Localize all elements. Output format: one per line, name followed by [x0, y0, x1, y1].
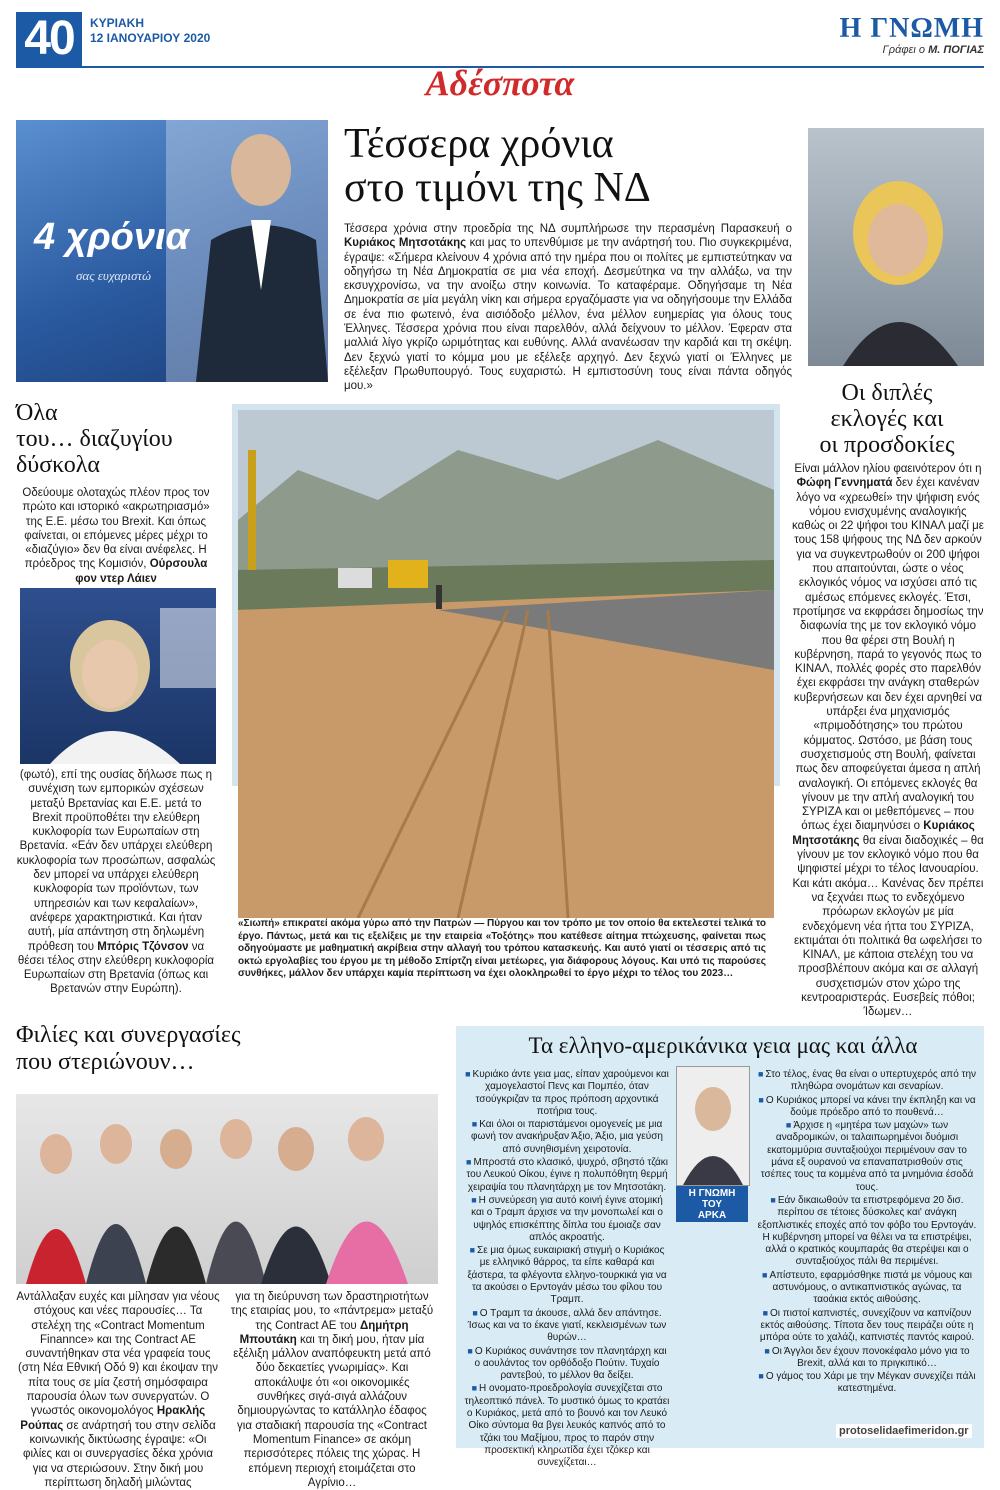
brexit-headline-line3: δύσκολα	[16, 452, 100, 478]
person-silhouette-icon	[808, 128, 984, 366]
brexit-headline	[16, 400, 216, 478]
main-body-p1: Τέσσερα χρόνια στην προεδρία της ΝΔ συμπλήρωσε την περασμένη Παρασκευή ο	[344, 223, 792, 235]
usa-item: ■ Και όλοι οι παριστάμενοι ομογενείς με μια φωνή τον ανακήρυξαν Άξιο, Άξιο, μια γεύση από συνηθισμένη χειροτονία.	[464, 1118, 670, 1156]
fofi-body-name: Φώφη Γεννηματά	[796, 477, 893, 490]
brexit-body-p1: Οδεύουμε ολοταχώς πλέον προς τον πρώτο και ιστορικό «ακρωτηριασμό» της Ε.Ε. μέσω του Brexit. Και όπως φαίνεται, οι επόμενες μέρες μέχρι το «διαζύγιο» δεν θα είναι ανέφελες. Η πρόεδρος της Κομισιόν,	[22, 487, 210, 571]
usa-headline: Τα ελληνο-αμερικάνικα γεια μας και άλλα	[528, 1033, 918, 1058]
roadwork-caption: «Σιωπή» επικρατεί ακόμα γύρω από την Πατρών — Πύργου και τον τρόπο με τον οποίο θα εκτελεστεί τελικά το έργο. Πάντως, μετά και τις εξελίξεις με την εταιρεία «Τοξότης» που κατέθεσε αίτημα πτώχευσης, φαίνεται πως οδηγούμαστε με μαθηματική ακρίβεια στην αλλαγή του τρόπου κατασκευής. Και αυτό γιατί οι τέσσερις από τις οκτώ εργολαβίες του έργου με τη μέθοδο Σπίρτζη είναι μετέωρες, για διάφορους λόγους. Και υπό τις παρούσες συνθήκες, μάλλον δεν υπάρχει καμία περίπτωση να έχει ολοκληρωθεί το έργο μέχρι το τέλος του 2023…	[238, 918, 766, 980]
arkas-badge-line2: ΤΟΥ	[701, 1199, 723, 1210]
fofi-headline-line1: Οι διπλές	[841, 380, 933, 406]
photo-caption-small: σας ευχαριστώ	[76, 268, 152, 283]
brexit-body-bottom	[16, 768, 216, 997]
watermark: protoselidaefimeridon.gr	[836, 1424, 972, 1438]
main-headline-line1: Τέσσερα χρόνια	[344, 121, 614, 167]
fofi-headline	[790, 380, 984, 458]
usa-item: ■ Απίστευτο, εφαρμόσθηκε πιστά με νόμους και αστυνόμους, ο αντικαπνιστικός αγώνας, τα ταοάκια εκτός αιθούσης.	[756, 1269, 978, 1307]
brexit-headline-line1: Όλα	[16, 400, 58, 426]
byline-name: Μ. ΠΟΓΙΑΣ	[928, 44, 984, 56]
brexit-body-top	[16, 486, 216, 586]
photo-caption-big: 4 χρόνια	[34, 216, 190, 258]
group-people-icon	[16, 1094, 438, 1284]
usa-item: ■ Η συνεύρεση για αυτό κοινή έγινε ατομική και ο Τραμπ άρχισε να την μονοπωλεί και ο υψηλός επισκέπτης δίπλα του έμοιαζε σαν απλός ακροατής.	[464, 1194, 670, 1244]
page-number: 40	[16, 12, 82, 66]
friends-col1	[16, 1290, 220, 1490]
main-body-p2: και μας το υπενθύμισε με την ανάρτησή του. Πιο συγκεκριμένα, έγραψε: «Σήμερα κλείνουν 4 χρόνια από την ημέρα που οι πολίτες με εμπιστεύτηκαν να οδηγήσω τη Νέα Δημοκρατία σε μια νέα εποχή. Δεσμεύτηκα να την αλλάξω, να την εκσυγχρονίσω, να την ανοίξω στην κοινωνία. Το καταφέραμε. Οδηγήσαμε τη Νέα Δημοκρατία σε μία μεγάλη νίκη και σήμερα εργαζόμαστε για να οδηγήσουμε την Ελλάδα σε ένα πιο φωτεινό, ένα αισιόδοξο μέλλον, ένα μέλλον ευημερίας για όλους τους Έλληνες. Τέσσερα χρόνια που είναι παρελθόν, αλλά δείχνουν το μέλλον. Έφεραν στα μαλλιά λίγο γκρίζο ωριμότητας και ευθύνης. Αλλά ανανέωσαν την καρδιά και τη σκέψη. Δεν ξεχνώ γιατί το κόμμα μου με εξέλεξε αρχηγό. Δεν ξεχνώ γιατί οι Έλληνες με εξέλεξαν Πρωθυπουργό. Τους ευχαριστώ. Η εμπιστοσύνη τους είναι πάντα οδηγός μου.»	[344, 237, 792, 393]
usa-item: ■ Ο Τραμπ τα άκουσε, αλλά δεν απάντησε. Ίσως και να το έκανε γιατί, κεκλεισμένων των θυρών…	[464, 1307, 670, 1345]
usa-item: ■ Η ονοματο-προεδρολογία συνεχίζεται στο τηλεοπτικό πάνελ. Το μυστικό όμως το κρατάει ο Κυριάκος, μετά από το βουνό και τον Λευκό Οίκο σύντομα θα βγει λευκός καπνός από το τζάκι του Μαξίμου, προς το παρόν στην προσεκτική κληρωτίδα έχει τζόκερ και συνεχίζεται…	[464, 1382, 670, 1469]
person-silhouette-icon	[677, 1067, 749, 1185]
gennimata-photo	[808, 128, 984, 366]
dateline	[90, 16, 210, 46]
brexit-body-p2: (φωτό), επί της ουσίας δήλωσε πως η συνέχιση των εμπορικών σχέσεων μεταξύ Βρετανίας και Ε.Ε. μετά το Brexit προϋποθέτει την ελεύθερη κυκλοφορία των Ευρωπαίων στη Βρετανία. «Εάν δεν υπάρχει ελεύθερη κυκλοφορία των προσώπων, ασφαλώς δεν μπορεί να υπάρχει ελεύθερη κυκλοφορία των προϊόντων, των υπηρεσιών και των κεφαλαίων», ανέφερε χαρακτηριστικά. Και ήταν αυτή, μία απάντηση στη δηλωμένη πρόθεση του	[16, 769, 216, 953]
fofi-headline-line3: οι προσδοκίες	[819, 432, 955, 458]
main-article-body	[344, 222, 792, 394]
fofi-body-p3: θα είναι διαδοχικές – θα γίνουν με τον εκλογικό νόμο που θα ψηφιστεί μέχρι το τέλος Ιανουαρίου. Και κάτι ακόμα… Κανένας δεν πρέπει να ξεχνάει πως το ενδεχόμενο πρόωρων εκλογών με μία ενδεχόμενη νέα ήττα του ΣΥΡΙΖΑ, εκτιμάται ότι πολιτικά θα ωφελήσει το ΚΙΝΑΛ, με κάποια στελέχη του να προσβλέπουν ακόμα και σε αλλαγή συσχετισμών στον χώρο της κεντροαριστεράς. Ευσεβείς πόθοι; Ίδωμεν…	[792, 834, 984, 1019]
friends-col1-text: Αντάλλαξαν ευχές και μίλησαν για νέους στόχους και νέες παρουσίες… Τα στελέχη της «Contract Momentum Finannce» και της Contract AE συναντήθηκαν στα νέα γραφεία τους (στη Νέα Εθνική Οδό 9) και έκοψαν την πίτα τους σε μία ζεστή σημόσφαιρα παρουσία όλων των συνεργατών. Ο γνωστός οικονομολόγος	[16, 1291, 220, 1418]
day-label: ΚΥΡΙΑΚΗ	[90, 16, 145, 30]
usa-left-col	[464, 1068, 670, 1470]
friends-col2-text2: και τη δική μου, ήταν μία εξέλιξη μάλλον αναπόφευκτη μετά από δύο δεκαετίες γνωριμίας». Και αποκάλυψε ότι «οι οικονομικές συνθήκες σιγά-σιγά αλλάζουν δημιουργώντας το κατάλληλο έδαφος για σταδιακή παρουσία της «Contract Momentum Finance» σε ακόμη περισσότερες πόλεις της χώρας. Η επόμενη περιοχή ετοιμάζεται στο Αγρίνιο…	[233, 1333, 431, 1489]
main-body-name: Κυριάκος Μητσοτάκης	[344, 237, 467, 250]
von-der-leyen-photo	[20, 588, 216, 764]
brexit-body-name2: Μπόρις Τζόνσον	[97, 940, 189, 953]
usa-item: ■ Ο Κυριάκος συνάντησε τον πλανητάρχη και ο αουλάντος τον ορθόδοξο Πούτιν. Τυχαίο ραντεβού, το μέλλον θα δείξει.	[464, 1345, 670, 1383]
brexit-body-name: Ούρσουλα φον ντερ Λάιεν	[75, 558, 208, 585]
friends-headline-line1: Φιλίες και συνεργασίες	[16, 1022, 241, 1048]
usa-item: ■ Σε μια όμως ευκαιριακή στιγμή ο Κυριάκος με ελληνικό θάρρος, τα είπε καθαρά και ξάστερα, τα φλέγοντα ελληνο-τουρκικά για να τα ακούσει ο Ερντογάν μέσω του φίλου του Τραμπ.	[464, 1244, 670, 1306]
usa-item: ■ Κυριάκο άντε γεια μας, είπαν χαρούμενοι και χαμογελαστοί Πενς και Πομπέο, όταν τσούγκριζαν τα προς πρόποση αρχοντικά ποτήρια τους.	[464, 1068, 670, 1118]
usa-item: ■ Οι πιστοί καπνιστές, συνεχίζουν να καπνίζουν εκτός αιθούσης. Τίποτα δεν τους πειράζει ούτε η μπόρα ούτε το χαλάζι, καπνιστές παντός καιρού.	[756, 1307, 978, 1345]
main-headline	[344, 122, 784, 210]
roadwork-photo-frame	[232, 404, 780, 786]
usa-item: ■ Στο τέλος, ένας θα είναι ο υπερτυχερός από την πληθώρα ονομάτων και σεναρίων.	[756, 1068, 978, 1094]
person-silhouette-icon	[20, 588, 216, 764]
fofi-body-p1: Είναι μάλλον ηλίου φαεινότερον ότι η	[794, 463, 982, 475]
main-headline-line2: στο τιμόνι της ΝΔ	[344, 165, 651, 211]
usa-item: ■ Άρχισε η «μητέρα των μαχών» των αναδρομικών, οι ταλαιπωρημένοι δυόμισι εκατομμύρια συνταξιούχοι περιμένουν σαν το μάνα εξ ουρανού να επαναπατρισθούν στις τσέπες τους τα κομμένα από τα μνημόνια έσοδά τους.	[756, 1119, 978, 1194]
arkas-badge	[676, 1186, 748, 1222]
friends-col1-text2: σε ανάρτησή του στην σελίδα κοινωνικής δικτύωσης έγραψε: «Οι φιλίες και οι συνεργασίες δέκα χρόνια για να στεριώσουν. Στην δική μου περίπτωση δηλαδή μιλώντας	[23, 1419, 216, 1489]
arkas-badge-line1: Η ΓΝΩΜΗ	[688, 1188, 736, 1199]
brexit-headline-line2: του… διαζυγίου	[16, 426, 173, 452]
roadwork-photo	[238, 410, 774, 918]
logo-text: Η ΓΝΩΜΗ	[839, 13, 984, 44]
date-label: 12 ΙΑΝΟΥΑΡΙΟΥ 2020	[90, 31, 211, 45]
friends-headline-line2: που στεριώνουν…	[16, 1049, 195, 1075]
arkas-photo	[676, 1066, 750, 1186]
mitsotakis-photo	[16, 120, 328, 382]
byline-prefix: Γράφει ο	[882, 44, 925, 56]
friends-headline	[16, 1022, 436, 1076]
friends-col2-name: Δημήτρη Μπουτάκη	[239, 1319, 409, 1346]
fofi-article-body	[792, 462, 984, 1020]
fofi-body-p2: δεν έχει κανέναν λόγο να «χρεωθεί» την ψήφιση ενός νόμου ενισχυμένης αναλογικής καθώς οι 22 ψήφοι του ΚΙΝΑΛ μαζί με τους 158 ψήφους της ΝΔ δεν αρκούν για να συγκεντρωθούν οι 200 ψήφοι που απαιτούνται, ώστε ο νέος εκλογικός νόμος να ισχύσει από τις αμέσως επόμενες εκλογές. Έτσι, προτίμησε να εκφράσει δημοσίως την διαφωνία της με τον εκλογικό νόμο που θα φέρει στη Βουλή η κυβέρνηση, παρά το γεγονός πως το ΚΙΝΑΛ, πολλές φορές στο παρελθόν έχει εκφράσει την ανάγκη σταθερών κυβερνήσεων και δεν έχει αρνηθεί να υπάρξει ένα μηχανισμός «πριμοδότησης» του πρώτου κόμματος. Ωστόσο, με βάση τους συσχετισμούς στη Βουλή, φαίνεται πως δεν αποφεύγεται άμεσα η απλή αναλογική. Οι επόμενες εκλογές θα γίνουν με την απλή αναλογική του ΣΥΡΙΖΑ και οι μεθεπόμενες – που όπως έχει διαμηνύσει ο	[792, 477, 984, 833]
usa-item: ■ Μπροστά στο κλασικό, ψυχρό, σβηστό τζάκι του Λευκού Οίκου, έγινε η πολυπόθητη θερμή χειραψία του πλανητάρχη με τον Μητσοτάκη.	[464, 1156, 670, 1194]
fofi-headline-line2: εκλογές και	[830, 406, 944, 432]
friends-col2	[230, 1290, 434, 1490]
group-photo	[16, 1094, 438, 1284]
arkas-badge-line3: ΑΡΚΑ	[697, 1210, 727, 1221]
friends-col1-name: Ηρακλής Ρούπας	[20, 1405, 206, 1432]
usa-item: ■ Ο Κυριάκος μπορεί να κάνει την έκπληξη και να δούμε πρόεδρο από το πουθενά…	[756, 1094, 978, 1120]
usa-item: ■ Εάν δικαιωθούν τα επιστρεφόμενα 20 δισ. περίπου σε τέτοιες δύσκολες και' ανάγκη εξοπλιστικές εποχές από τον φόβο του Ερντογάν. Η κυβέρνηση μπορεί να θέλει να τα επιστρέψει, αλλά ο κρατικός κουμπαράς θα στερέψει και ο συνταξιούχος πάλι θα περιμένει.	[756, 1194, 978, 1269]
section-title: Αδέσποτα	[425, 63, 575, 103]
usa-item: ■ Ο γάμος του Χάρι με την Μέγκαν συνεχίζει πάλι κατεστημένα.	[756, 1370, 978, 1396]
newspaper-logo	[840, 14, 984, 56]
fofi-body-name2: Κυριάκος Μητσοτάκης	[792, 820, 975, 847]
friends-col2-text: για τη διεύρυνση των δραστηριοτήτων της εταιρίας μου, το «πάντρεμα» μεταξύ της Contract AE του	[230, 1291, 434, 1332]
brexit-body-p3: να θέσει τέλος στην ελεύθερη κυκλοφορία Ευρωπαίων στη Βρετανία (όπως και Βρετανών στην Ευρώπη).	[17, 940, 215, 996]
byline	[840, 44, 984, 56]
usa-right-col	[756, 1068, 978, 1396]
usa-item: ■ Οι Άγγλοι δεν έχουν πονοκέφαλο μόνο για το Brexit, αλλά και το πριγκιπικό…	[756, 1345, 978, 1371]
